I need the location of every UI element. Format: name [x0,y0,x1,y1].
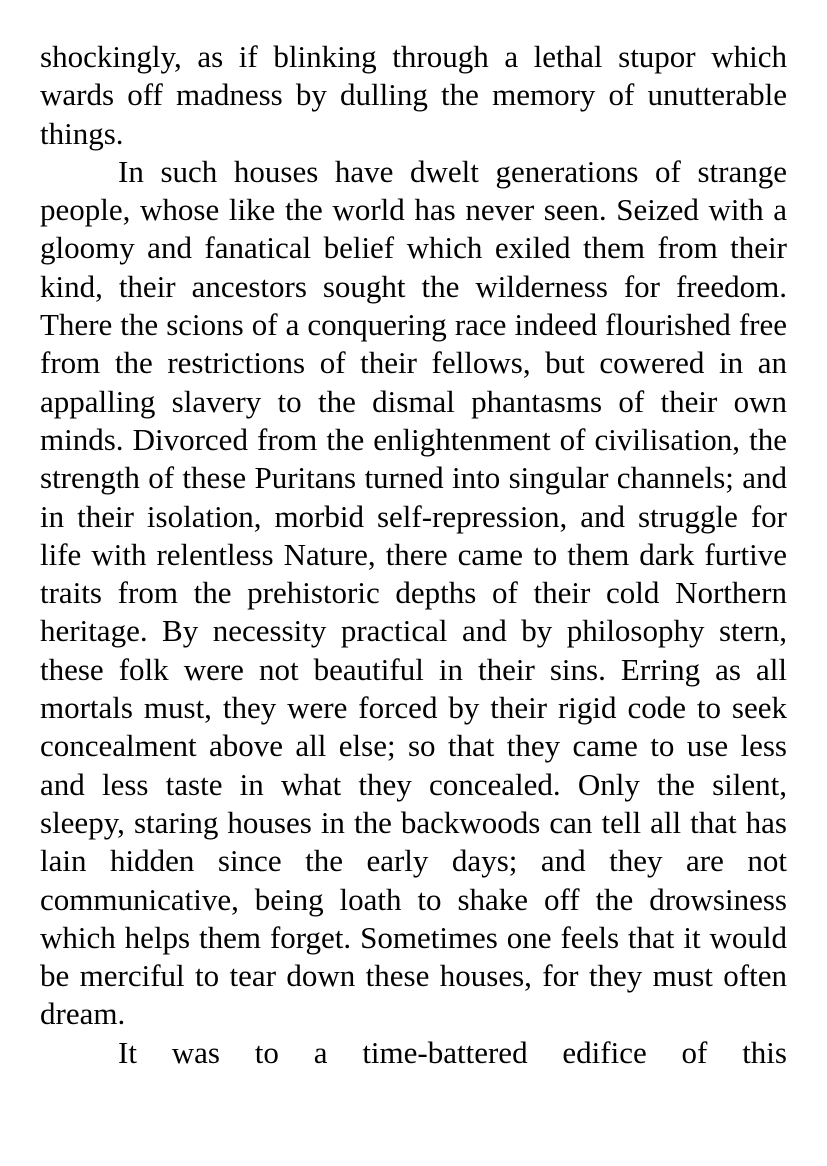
paragraph-2: In such houses have dwelt generations of strange people, whose like the world has never seen. Seized with a gloomy and fanatical belief which exiled them from their kind, their ancestors sought the wilderness for freedom. There the scions of a conquering race indeed flourished free from the restrictions of their fellows, but cowered in an appalling slavery to the dismal phantasms of their own minds. Divorced from the enlightenment of civilisation, the strength of these Puritans turned into singular channels; and in their isolation, morbid self-repression, and struggle for life with relentless Nature, there came to them dark furtive traits from the prehistoric depths of their cold Northern heritage. By necessity practical and by philosophy stern, these folk were not beautiful in their sins. Erring as all mortals must, they were forced by their rigid code to seek concealment above all else; so that they came to use less and less taste in what they concealed. Only the silent, sleepy, staring houses in the backwoods can tell all that has lain hidden since the early days; and they are not communicative, being loath to shake off the drowsiness which helps them forget. Sometimes one feels that it would be merciful to tear down these houses, for they must often dream. [40,153,787,1032]
document-page [40,38,787,1072]
paragraph-3: It was to a time-battered edifice of this [118,1034,787,1070]
paragraph-1: shockingly, as if blinking through a lethal stupor which wards off madness by dulling the memory of unutterable things. [40,39,787,151]
